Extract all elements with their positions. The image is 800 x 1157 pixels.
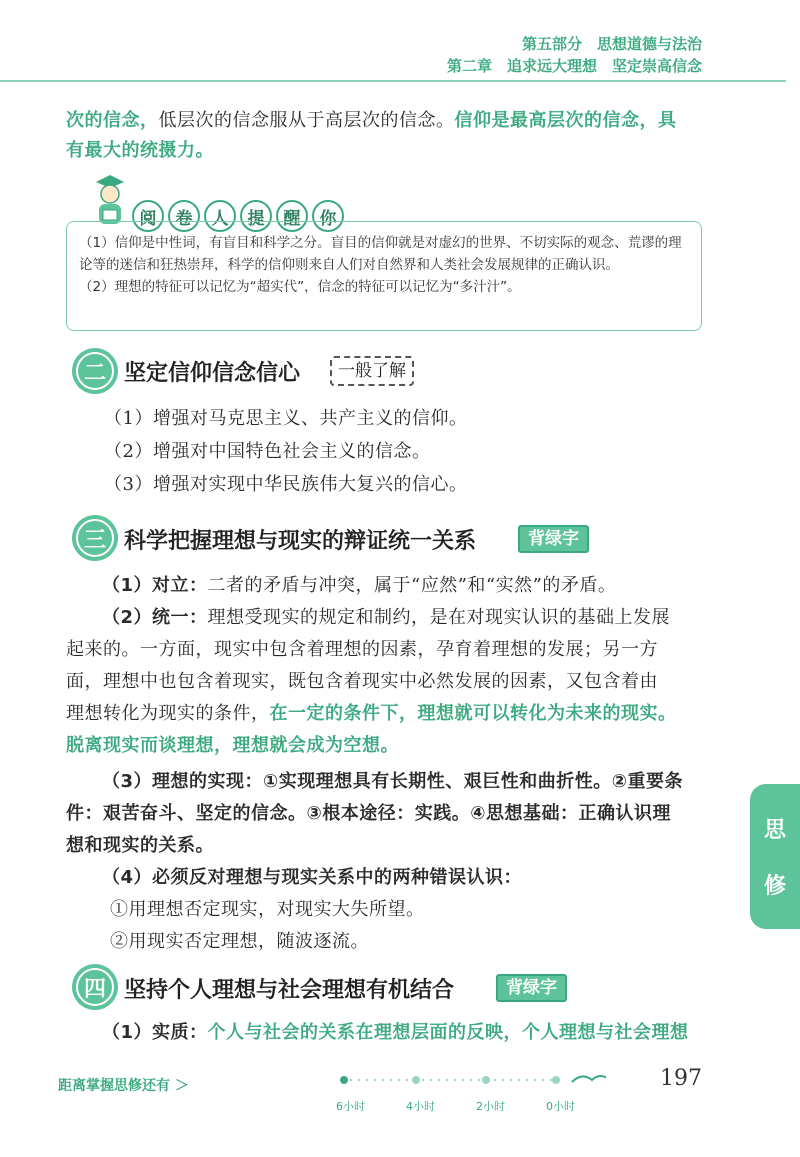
reminder-char: 卷 [168, 200, 200, 232]
section-number-2: 二 [72, 348, 118, 394]
text-line: 理想转化为现实的条件，在一定的条件下，理想就可以转化为未来的现实。 [66, 703, 677, 724]
section-badge: 背绿字 [496, 974, 567, 1002]
running-header [447, 33, 702, 77]
list-item: （3）增强对实现中华民族伟大复兴的信心。 [104, 474, 468, 495]
reminder-box [66, 221, 702, 331]
part-title: 第五部分 思想道德与法治 [521, 35, 702, 53]
point-unity: （2）统一：理想受现实的规定和制约，是在对现实认识的基础上发展 [102, 607, 671, 628]
section-title-4: 坚持个人理想与社会理想有机结合 [124, 978, 455, 1003]
header-divider [0, 80, 786, 82]
point-errors: （4）必须反对理想与现实关系中的两种错误认识： [102, 867, 523, 888]
text-line: 起来的。一方面，现实中包含着理想的因素，孕育着理想的发展；另一方 [66, 639, 658, 660]
section-3-body [66, 570, 716, 958]
footer-progress-label: 距离掌握思修还有 ＞ [58, 1078, 189, 1094]
progress-timeline [336, 1070, 606, 1090]
section-number-3: 三 [72, 515, 118, 561]
timeline-label: 6小时 [336, 1100, 365, 1113]
list-item: （1）增强对马克思主义、共产主义的信仰。 [104, 408, 468, 429]
reminder-char: 阅 [132, 200, 164, 232]
error-item: ②用现实否定理想，随波逐流。 [110, 931, 369, 952]
section-title-2: 坚定信仰信念信心 [124, 361, 301, 386]
section-number-4: 四 [72, 964, 118, 1010]
point-opposition: （1）对立：二者的矛盾与冲突，属于“应然”和“实然”的矛盾。 [102, 575, 617, 596]
text-line: 件：艰苦奋斗、坚定的信念。③根本途径：实践。④思想基础：正确认识理 [66, 803, 671, 824]
section-badge: 一般了解 [330, 356, 414, 386]
text-line: 想和现实的关系。 [66, 835, 214, 856]
reminder-point-2: （2）理想的特征可以记忆为“超实代”，信念的特征可以记忆为“多汁汁”。 [79, 279, 521, 295]
timeline-label: 4小时 [406, 1100, 435, 1113]
reminder-char: 提 [240, 200, 272, 232]
reminder-point-1: （1）信仰是中性词，有盲目和科学之分。盲目的信仰就是对虚幻的世界、不切实际的观念、荒谬的理论等的迷信和狂热崇拜，科学的信仰则来自人们对自然界和人类社会发展规律的正确认识。 [79, 235, 682, 273]
reminder-char: 醒 [276, 200, 308, 232]
reminder-char: 你 [312, 200, 344, 232]
reminder-char: 人 [204, 200, 236, 232]
subject-side-tab: 思 修 [750, 784, 800, 929]
timeline-label: 0小时 [546, 1100, 575, 1113]
timeline-label: 2小时 [476, 1100, 505, 1113]
text-line: 面，理想中也包含着现实，既包含着现实中必然发展的因素，又包含着由 [66, 671, 658, 692]
reader-figure-icon [90, 172, 130, 226]
point-realization: （3）理想的实现：①实现理想具有长期性、艰巨性和曲折性。②重要条 [102, 771, 684, 792]
intro-paragraph: 次的信念，低层次的信念服从于高层次的信念。信仰是最高层次的信念，具 有最大的统摄力。 [66, 110, 677, 161]
page-number: 197 [660, 1066, 702, 1091]
list-item: （2）增强对中国特色社会主义的信念。 [104, 441, 431, 462]
chapter-title: 第二章 追求远大理想 坚定崇高信念 [446, 57, 702, 75]
section-2-list [104, 402, 724, 501]
section-badge: 背绿字 [518, 525, 589, 553]
error-item: ①用理想否定现实，对现实大失所望。 [110, 899, 425, 920]
section-title-3: 科学把握理想与现实的辩证统一关系 [124, 529, 477, 554]
text-line: 脱离现实而谈理想，理想就会成为空想。 [66, 735, 399, 756]
section-4-body: （1）实质：个人与社会的关系在理想层面的反映，个人理想与社会理想 [102, 1022, 689, 1043]
